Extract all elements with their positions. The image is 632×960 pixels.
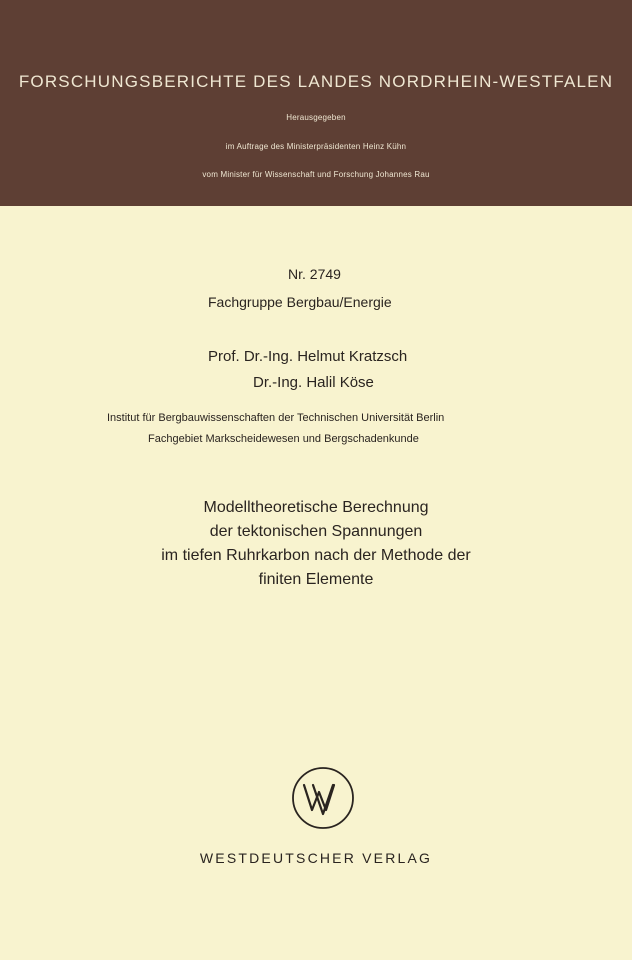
header-band — [0, 0, 632, 206]
commission-line: im Auftrage des Ministerpräsidenten Heinz Kühn — [225, 142, 407, 151]
institute-line: Institut für Bergbauwissenschaften der Technischen Universität Berlin — [107, 412, 445, 424]
title-line-2: der tektonischen Spannungen — [209, 523, 423, 540]
wv-monogram-logo — [291, 766, 355, 830]
book-title — [100, 496, 532, 592]
title-line-4: finiten Elemente — [258, 571, 374, 588]
subject-group: Fachgruppe Bergbau/Energie — [208, 294, 392, 310]
report-number: Nr. 2749 — [288, 266, 341, 282]
department-line: Fachgebiet Markscheidewesen und Bergschadenkunde — [148, 433, 419, 445]
title-line-3: im tiefen Ruhrkarbon nach der Methode der — [161, 547, 471, 564]
series-title: FORSCHUNGSBERICHTE DES LANDES NORDRHEIN-WESTFALEN — [18, 72, 614, 91]
editor-label: Herausgegeben — [286, 113, 346, 122]
minister-line: vom Minister für Wissenschaft und Forschung Johannes Rau — [202, 170, 430, 179]
publisher-name: WESTDEUTSCHER VERLAG — [199, 850, 433, 866]
author-primary: Prof. Dr.-Ing. Helmut Kratzsch — [208, 348, 408, 365]
title-line-1: Modelltheoretische Berechnung — [203, 499, 429, 516]
author-secondary: Dr.-Ing. Halil Köse — [253, 374, 374, 391]
